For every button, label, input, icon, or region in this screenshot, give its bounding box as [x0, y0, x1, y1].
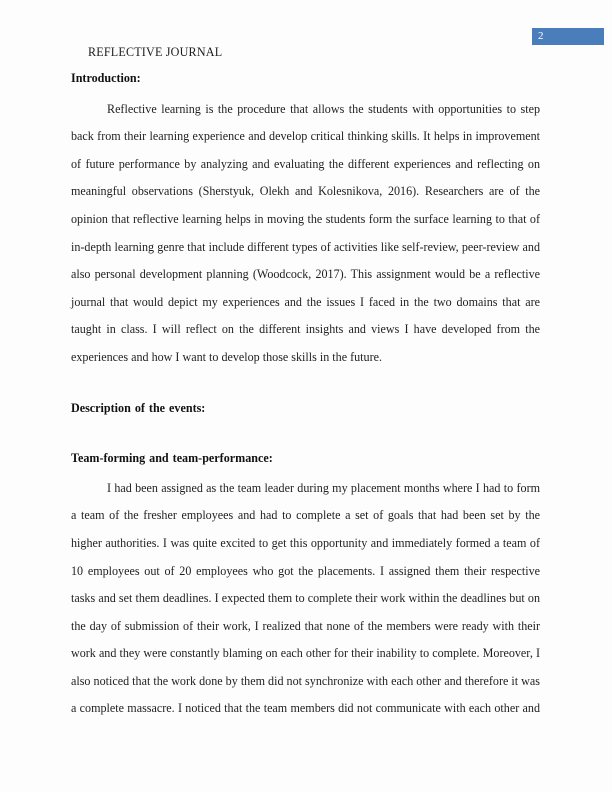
page-number-badge: 2	[532, 28, 604, 45]
section-heading-introduction: Introduction:	[71, 71, 141, 85]
spacer	[71, 422, 540, 445]
section-heading-description-of-events: Description of the events:	[71, 400, 206, 415]
section-heading-team-forming: Team-forming and team-performance:	[71, 451, 273, 466]
document-body	[71, 65, 540, 723]
paragraph-introduction: Reflective learning is the procedure that allows the students with opportunities to step back from their learning experience and develop critical thinking skills. It helps in improvement of future performance by analyzing and evaluating the different experiences and reflecting on meaningful observations (Sherstyuk, Olekh and Kolesnikova, 2016). Researchers are of the opinion that reflective learning helps in moving the students form the surface learning to that of in-depth learning genre that include different types of activities like self-review, peer-review and also personal development planning (Woodcock, 2017). This assignment would be a reflective journal that would depict my experiences and the issues I faced in the two domains that are taught in class. I will reflect on the different insights and views I have developed from the experiences and how I want to develop those skills in the future.	[71, 101, 540, 364]
paragraph-team-forming: I had been assigned as the team leader during my placement months where I had to form a team of the fresher employees and had to complete a set of goals that had been set by the higher authorities. I was quite excited to get this opportunity and immediately formed a team of 10 employees out of 20 employees who got the placements. I assigned them their respective tasks and set them deadlines. I expected them to complete their work within the deadlines but on the day of submission of their work, I realized that none of the members were ready with their work and they were constantly blaming on each other for their inability to complete. Moreover, I also noticed that the work done by them did not synchronize with each other and therefore it was a complete massacre. I noticed that the team members did not communicate with each other and	[71, 480, 540, 716]
running-head: REFLECTIVE JOURNAL	[88, 45, 223, 59]
spacer	[71, 372, 540, 395]
